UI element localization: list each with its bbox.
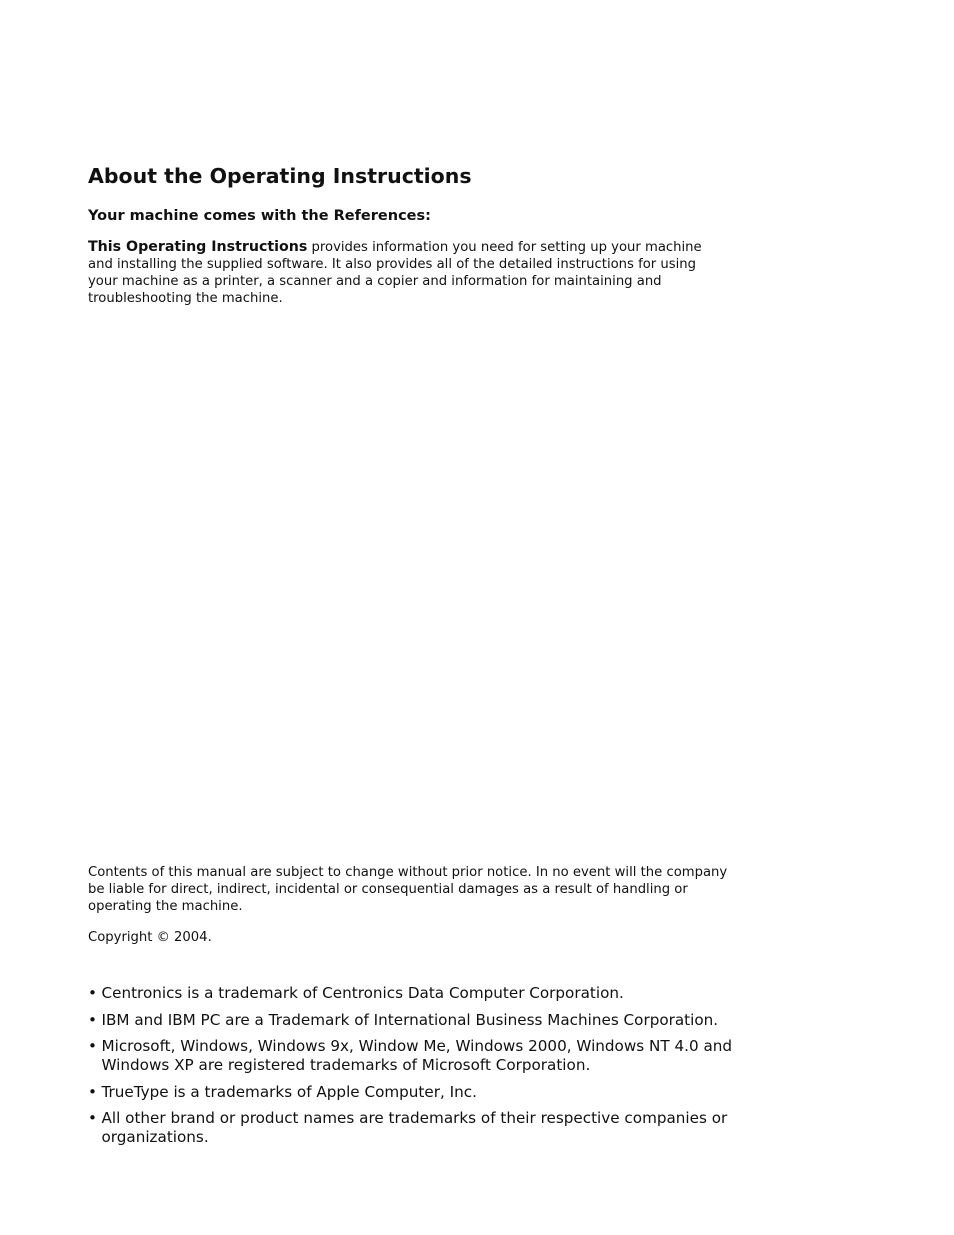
intro-bold-lead: This Operating Instructions xyxy=(88,239,308,255)
trademark-text: Centronics is a trademark of Centronics Data Computer Corporation. xyxy=(101,984,624,1002)
list-item xyxy=(88,984,748,1003)
disclaimer-notice: Contents of this manual are subject to change without prior notice. In no event will the company be liable for direct, indirect, incidental or consequential damages as a result of handling or operating the machine. xyxy=(88,865,728,914)
bullet-icon: • xyxy=(88,1082,97,1101)
trademark-text: Microsoft, Windows, Windows 9x, Window Me, Windows 2000, Windows NT 4.0 and Windows XP are registered trademarks of Microsoft Corporation. xyxy=(101,1037,733,1074)
bullet-icon: • xyxy=(88,1109,97,1127)
trademark-list xyxy=(88,984,748,1155)
bullet-icon: • xyxy=(88,1010,97,1029)
copyright-line: Copyright © 2004. xyxy=(88,930,212,945)
list-item xyxy=(88,1037,748,1075)
list-item xyxy=(88,1083,748,1102)
list-item xyxy=(88,1011,748,1030)
section-subtitle: Your machine comes with the References: xyxy=(88,208,431,224)
bullet-icon: • xyxy=(88,1037,97,1055)
page-title: About the Operating Instructions xyxy=(88,164,472,188)
bullet-icon: • xyxy=(88,984,97,1002)
trademark-text: All other brand or product names are trademarks of their respective companies or organizations. xyxy=(101,1109,728,1146)
trademark-text: IBM and IBM PC are a Trademark of International Business Machines Corporation. xyxy=(101,1010,719,1029)
list-item xyxy=(88,1109,748,1147)
intro-paragraph xyxy=(88,239,728,307)
trademark-text: TrueType is a trademarks of Apple Computer, Inc. xyxy=(101,1082,477,1101)
intro-text: provides information you need for setting up your machine and installing the supplied software. It also provides all of the detailed instructions for using your machine as a printer, a scanner and a copier and information for maintaining and troubleshooting the machine. xyxy=(88,240,702,306)
